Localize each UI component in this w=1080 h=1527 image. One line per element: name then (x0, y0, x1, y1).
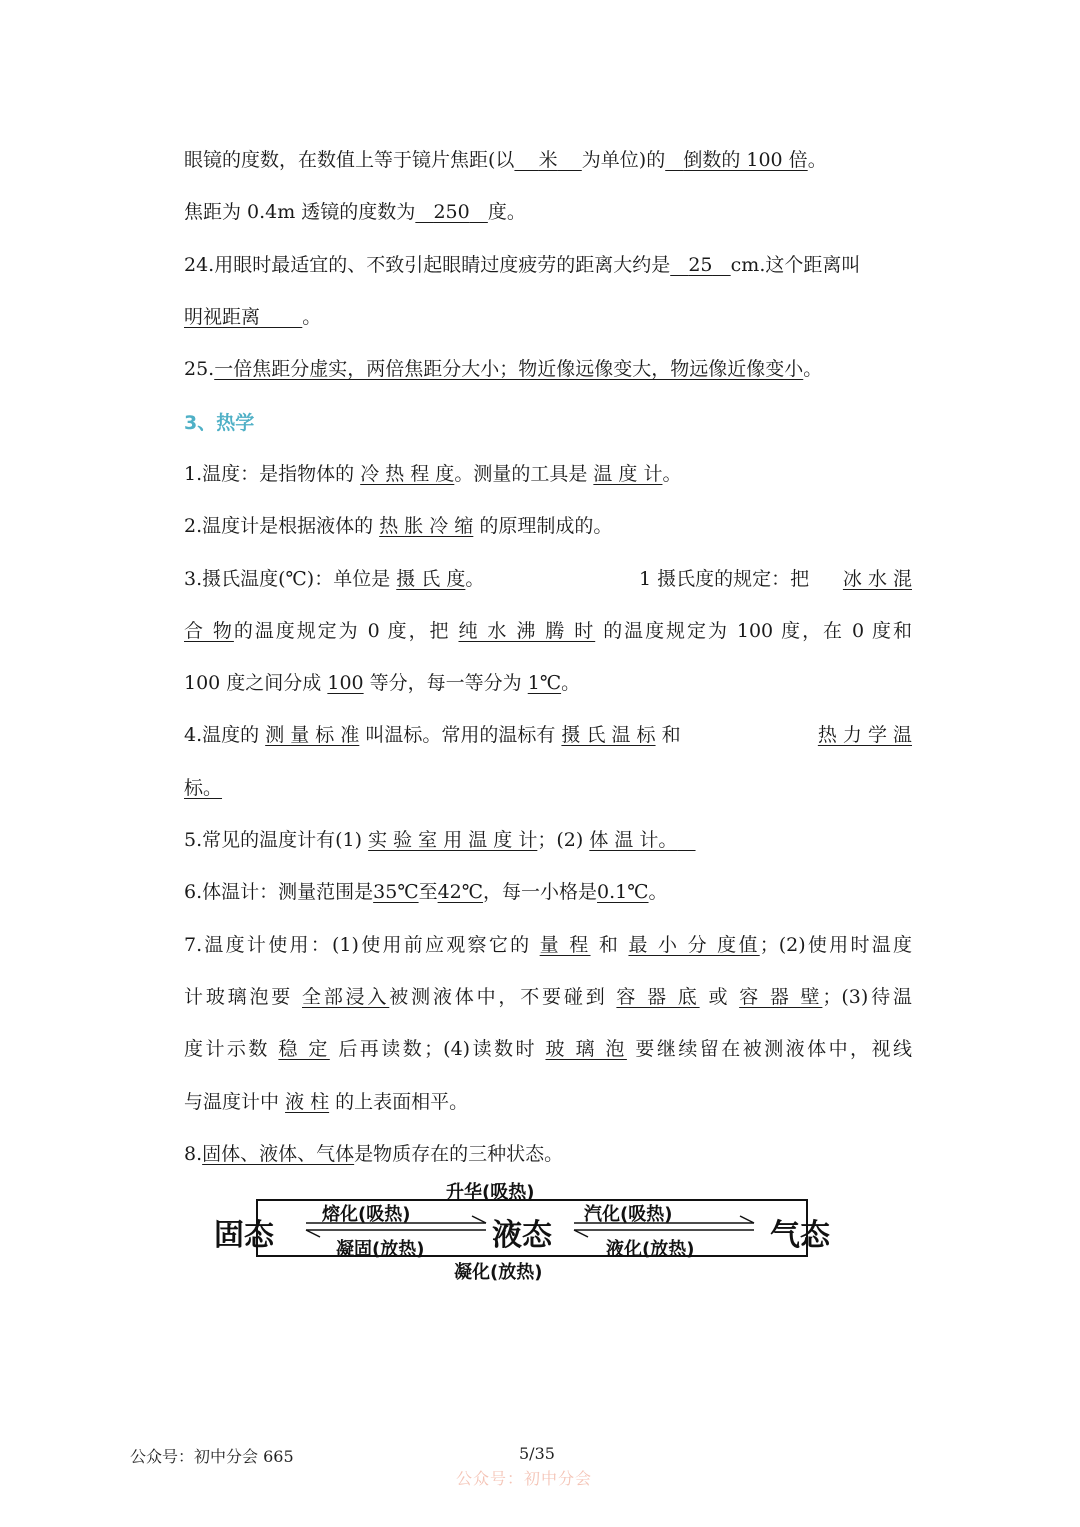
text-line: 25.一倍焦距分虚实，两倍焦距分大小；物近像远像变大，物远像近像变小。 (184, 358, 823, 380)
vaporization-label: 汽化(吸热) (584, 1204, 673, 1225)
page-number: 5/35 (519, 1444, 555, 1463)
watermark: 公众号：初中分会 (456, 1469, 593, 1488)
blank-answer: 液 柱 (285, 1091, 330, 1113)
blank-answer: 稳 定 (278, 1038, 330, 1060)
text-line: 2.温度计是根据液体的 热 胀 冷 缩 的原理制成的。 (184, 515, 613, 537)
blank-answer: 米 (538, 149, 558, 171)
text-line: 合 物的温度规定为 0 度，把 纯 水 沸 腾 时 的温度规定为 100 度，在 0 度和 (184, 620, 912, 642)
blank-answer: 全部浸入 (302, 986, 390, 1008)
blank-answer: 25 (688, 254, 713, 276)
blank-answer: 最 小 分 度值 (628, 934, 760, 956)
blank-answer: 一倍焦距分虚实，两倍焦距分大小；物近像远像变大，物远像近像变小 (214, 358, 804, 380)
text-line: 100 度之间分成 100 等分，每一等分为 1℃。 (184, 672, 581, 694)
state-change-diagram (214, 1178, 864, 1282)
blank-answer: 玻 璃 泡 (545, 1038, 627, 1060)
melting-label: 熔化(吸热) (322, 1204, 411, 1225)
text-line: 8.固体、液体、气体是物质存在的三种状态。 (184, 1143, 564, 1165)
blank-answer: 量 程 (539, 934, 591, 956)
blank-answer: 250 (433, 201, 470, 223)
blank-answer: 热 胀 冷 缩 (379, 515, 474, 537)
blank-answer: 测 量 标 准 (265, 724, 360, 746)
deposition-label: 凝化(放热) (454, 1262, 543, 1283)
blank-answer: 标。 (184, 777, 223, 799)
text-line: 度计示数 稳 定 后再读数；(4)读数时 玻 璃 泡 要继续留在被测液体中，视线 (184, 1038, 912, 1060)
text-line: 3.摄氏温度(℃)：单位是 摄 氏 度。 1 摄氏度的规定：把 冰 水 混 (184, 565, 912, 593)
blank-answer: 35℃ (373, 881, 419, 903)
blank-answer: 倒数的 100 倍 (683, 149, 808, 171)
blank-answer: 1℃ (527, 672, 562, 694)
footer-account: 公众号：初中分会 665 (130, 1447, 294, 1466)
blank-answer: 冷 热 程 度 (360, 463, 455, 485)
solid-label: 固态 (214, 1218, 274, 1253)
sublimation-label: 升华(吸热) (446, 1182, 535, 1203)
text-line: 1.温度：是指物体的 冷 热 程 度。测量的工具是 温 度 计。 (184, 463, 682, 485)
blank-answer: 摄 氏 温 标 (561, 724, 656, 746)
liquefaction-label: 液化(放热) (606, 1239, 695, 1260)
text-line: 焦距为 0.4m 透镜的度数为 250 度。 (184, 201, 526, 223)
blank-answer: 42℃ (437, 881, 484, 903)
text-line: 眼镜的度数，在数值上等于镜片焦距(以 米 为单位)的 倒数的 100 倍。 (184, 149, 827, 171)
text-line: 与温度计中 液 柱 的上表面相平。 (184, 1091, 469, 1113)
blank-answer: 100 (327, 672, 364, 694)
section-heading: 3、热学 (184, 412, 255, 434)
text-line: 7.温度计使用：(1)使用前应观察它的 量 程 和 最 小 分 度值；(2)使用时温度 (184, 934, 912, 956)
gas-label: 气态 (770, 1218, 830, 1253)
blank-answer: 容 器 壁 (739, 986, 823, 1008)
solidification-label: 凝固(放热) (336, 1239, 425, 1260)
blank-answer: 容 器 底 (616, 986, 700, 1008)
blank-answer: 冰 水 混 (842, 568, 912, 590)
liquid-label: 液态 (492, 1218, 552, 1253)
blank-answer: 热 力 学 温 (817, 724, 912, 746)
blank-answer: 体 温 计。 (589, 829, 678, 851)
blank-answer: 实 验 室 用 温 度 计 (368, 829, 538, 851)
text-line: 计玻璃泡要 全部浸入被测液体中，不要碰到 容 器 底 或 容 器 壁；(3)待温 (184, 986, 912, 1008)
text-line (184, 774, 912, 802)
text-line: 4.温度的 测 量 标 准 叫温标。常用的温标有 摄 氏 温 标 和 热 力 学 温 (184, 721, 912, 749)
blank-answer: 纯 水 沸 腾 时 (458, 620, 596, 642)
blank-answer: 摄 氏 度 (396, 568, 466, 590)
blank-answer: 合 物 (184, 620, 234, 642)
text-line: 5.常见的温度计有(1) 实 验 室 用 温 度 计；(2) 体 温 计。 (184, 826, 912, 854)
blank-answer: 固体、液体、气体 (202, 1143, 355, 1165)
text-line: 24.用眼时最适宜的、不致引起眼睛过度疲劳的距离大约是 25 cm.这个距离叫 (184, 254, 861, 276)
text-line: 明视距离 。 (184, 306, 322, 328)
blank-answer: 0.1℃ (597, 881, 649, 903)
blank-answer: 明视距离 (184, 306, 261, 328)
text-line: 6.体温计：测量范围是35℃至42℃，每一小格是0.1℃。 (184, 881, 668, 903)
blank-answer: 温 度 计 (593, 463, 663, 485)
